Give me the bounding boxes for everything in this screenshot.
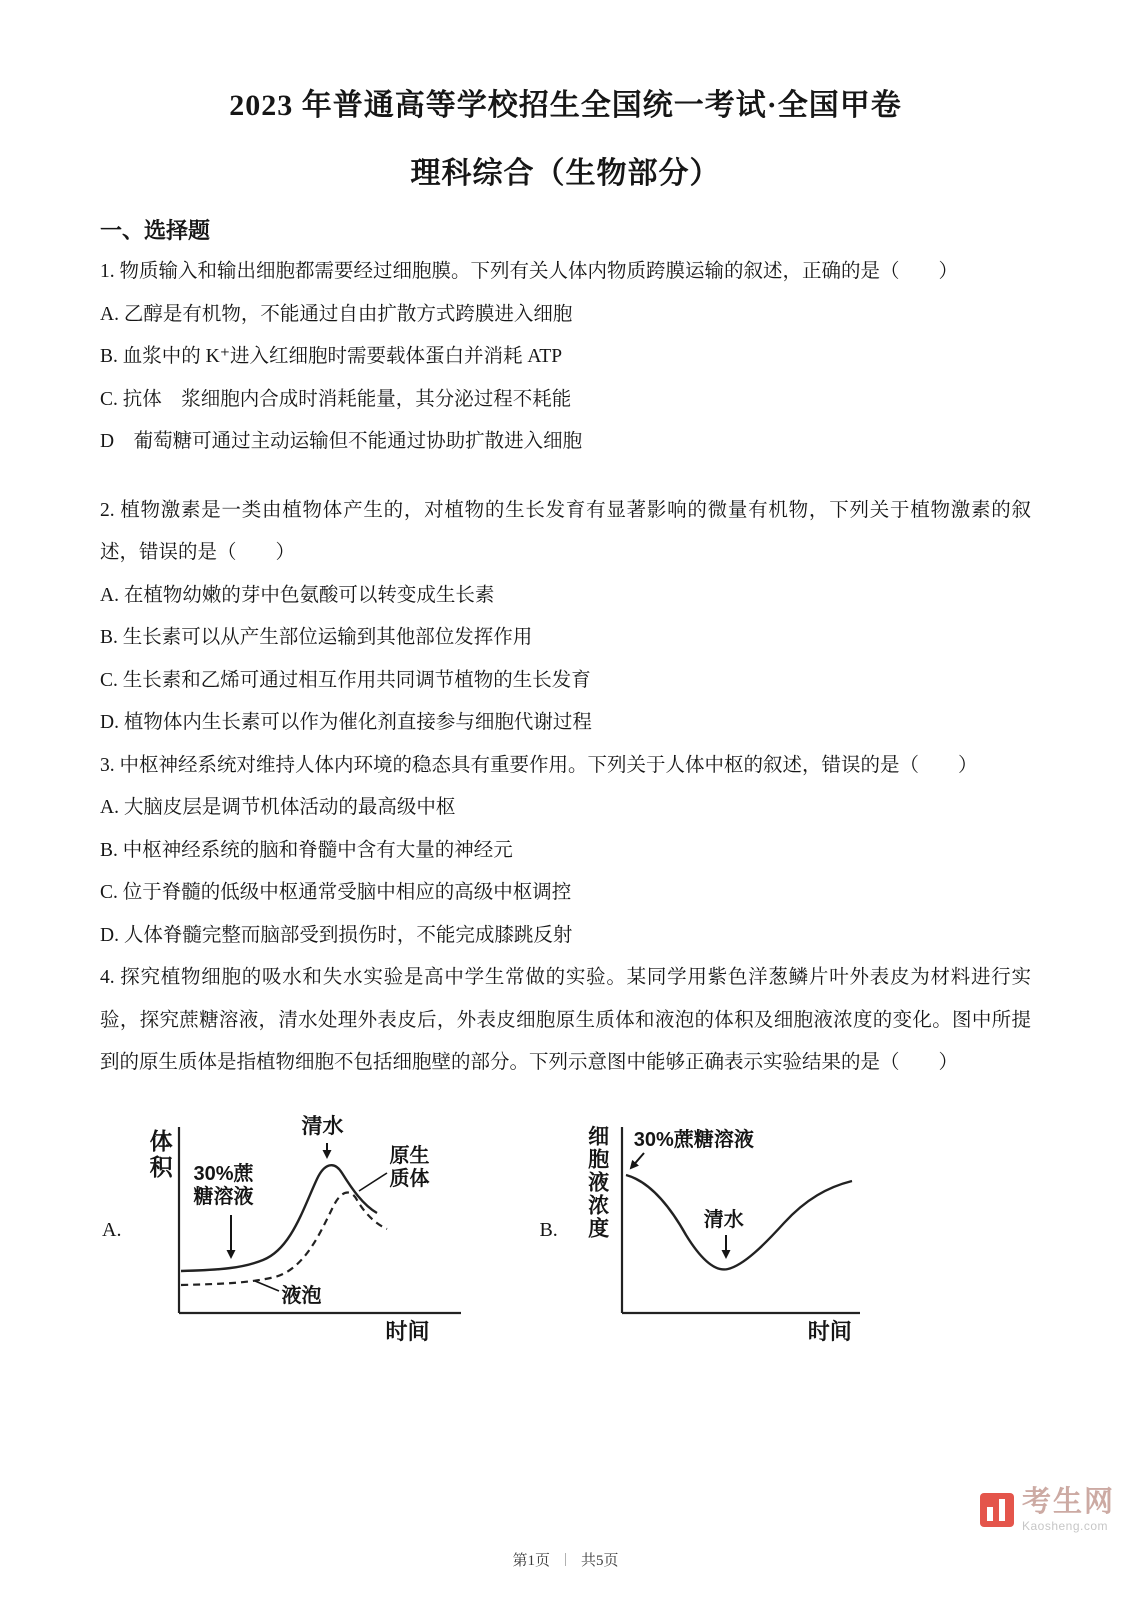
figure-a-block	[102, 1111, 481, 1351]
question-2-option-c: C. 生长素和乙烯可通过相互作用共同调节植物的生长发育	[100, 669, 591, 691]
question-2	[100, 490, 1031, 745]
page-footer	[0, 1549, 1131, 1570]
question-1-stem: 1. 物质输入和输出细胞都需要经过细胞膜。下列有关人体内物质跨膜运输的叙述，正确的是（ ）	[100, 261, 959, 282]
footer-page-current: 第1页	[512, 1553, 550, 1569]
question-2-stem: 2. 植物激素是一类由植物体产生的，对植物的生长发育有显著影响的微量有机物，下列关于植物激素的叙述，错误的是（ ）	[100, 499, 1031, 563]
exam-title-line1: 2023 年普通高等学校招生全国统一考试·全国甲卷	[229, 89, 902, 122]
question-3-stem: 3. 中枢神经系统对维持人体内环境的稳态具有重要作用。下列关于人体中枢的叙述，错误的是（ ）	[100, 754, 978, 776]
figure-a-vacuole-annotation: 液泡	[281, 1284, 322, 1307]
figure-b-x-axis-label: 时间	[807, 1318, 852, 1344]
figure-a-y-axis-label: 体积	[146, 1128, 173, 1181]
exam-title-line2: 理科综合（生物部分）	[410, 157, 721, 190]
watermark-text	[1022, 1488, 1115, 1532]
question-2-option-b: B. 生长素可以从产生部位运输到其他部位发挥作用	[100, 627, 533, 648]
question-4-stem: 4. 探究植物细胞的吸水和失水实验是高中学生常做的实验。某同学用紫色洋葱鳞片叶外表皮为材料进行实验，探究蔗糖溶液，清水处理外表皮后，外表皮细胞原生质体和液泡的体积及细胞液浓度的变化。图中所提到的原生质体是指植物细胞不包括细胞壁的部分。下列示意图中能够正确表示实验结果的是（ ）	[100, 967, 1031, 1073]
question-1	[100, 251, 1031, 464]
watermark-site-name: 考生网	[1021, 1486, 1115, 1518]
watermark-site-url: Kaosheng.com	[1021, 1519, 1109, 1533]
question-3-option-c: C. 位于脊髓的低级中枢通常受脑中相应的高级中枢调控	[100, 882, 572, 903]
figure-b-block	[539, 1111, 877, 1351]
figure-b-sucrose-annotation: 30%蔗糖溶液	[633, 1128, 754, 1151]
figure-a-option-label: A.	[102, 1219, 122, 1241]
question-3-option-d: D. 人体脊髓完整而脑部受到损伤时，不能完成膝跳反射	[100, 924, 573, 946]
footer-page-total: 共5页	[581, 1553, 619, 1569]
figure-a-vacuole-pointer	[255, 1281, 279, 1291]
figure-b	[568, 1111, 878, 1351]
figure-a-x-axis-label: 时间	[385, 1318, 430, 1344]
kaosheng-watermark	[979, 1488, 1115, 1532]
question-1-option-c: C. 抗体 浆细胞内合成时消耗能量，其分泌过程不耗能	[100, 388, 572, 410]
question-2-option-d: D. 植物体内生长素可以作为催化剂直接参与细胞代谢过程	[100, 712, 592, 733]
figure-a-sucrose-annotation: 30%蔗糖溶液	[193, 1162, 254, 1209]
kaosheng-logo-icon	[979, 1492, 1015, 1528]
figure-a-water-annotation: 清水	[301, 1114, 344, 1138]
figure-b-sucrose-arrow	[631, 1153, 644, 1168]
question-3-option-b: B. 中枢神经系统的脑和脊髓中含有大量的神经元	[100, 839, 513, 861]
figure-a-protoplast-annotation: 原生质体	[389, 1144, 430, 1191]
figure-a	[131, 1111, 481, 1351]
question-1-option-b: B. 血浆中的 K⁺进入红细胞时需要载体蛋白并消耗 ATP	[100, 346, 563, 367]
figure-b-option-label: B.	[539, 1219, 558, 1241]
question-3-option-a: A. 大脑皮层是调节机体活动的最高级中枢	[100, 797, 456, 818]
figure-b-water-annotation: 清水	[703, 1208, 744, 1231]
figure-b-y-axis-label: 细胞液浓度	[585, 1124, 609, 1240]
figure-row	[102, 1111, 1031, 1351]
question-3	[100, 745, 1031, 958]
question-1-option-a: A. 乙醇是有机物，不能通过自由扩散方式跨膜进入细胞	[100, 303, 573, 325]
question-2-option-a: A. 在植物幼嫩的芽中色氨酸可以转变成生长素	[100, 584, 495, 606]
section-header-multiple-choice: 一、选择题	[100, 218, 211, 243]
question-4	[100, 957, 1031, 1085]
question-1-option-d: D 葡萄糖可通过主动运输但不能通过协助扩散进入细胞	[100, 431, 583, 452]
figure-a-protoplast-pointer	[359, 1173, 387, 1191]
footer-separator: |	[563, 1551, 567, 1567]
